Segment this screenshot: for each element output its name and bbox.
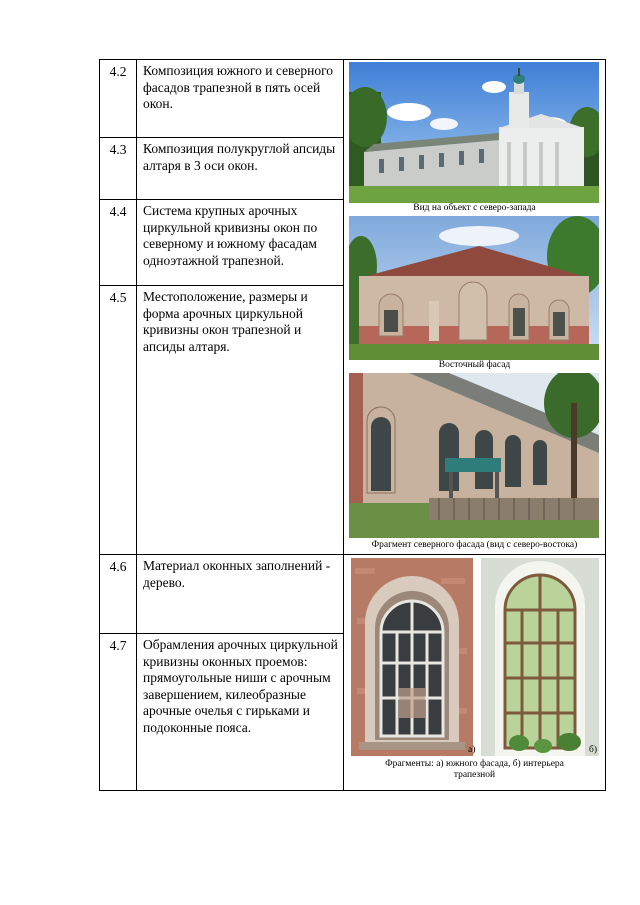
photo-cell-top: [344, 60, 606, 555]
row-number: 4.3: [100, 138, 137, 200]
caption-north-fragment: Фрагмент северного фасада (вид с северо-востока): [371, 540, 578, 550]
photo-cell-bottom: [344, 555, 606, 791]
label-b: б): [589, 745, 597, 755]
caption-fragments: Фрагменты: а) южного фасада, б) интерьера трапезной: [385, 759, 564, 780]
church-photo-northwest: [349, 62, 599, 203]
caption-east-facade: Восточный фасад: [438, 360, 511, 370]
row-number: 4.7: [100, 634, 137, 791]
window-photo-south-facade: [351, 558, 476, 756]
row-number: 4.5: [100, 286, 137, 555]
church-photo-north-fragment: [349, 373, 599, 538]
row-number: 4.4: [100, 200, 137, 286]
row-number: 4.6: [100, 555, 137, 634]
row-text: Материал оконных заполнений - дерево.: [137, 555, 344, 634]
row-text: Местоположение, размеры и форма арочных циркульной кривизны окон трапезной и апсиды алтаря.: [137, 286, 344, 555]
church-photo-east-facade: [349, 216, 599, 360]
row-text: Композиция полукруглой апсиды алтаря в 3 оси окон.: [137, 138, 344, 200]
row-text: Система крупных арочных циркульной кривизны окон по северному и южному фасадам одноэтажной трапезной.: [137, 200, 344, 286]
row-text: Обрамления арочных циркульной кривизны оконных проемов: прямоугольные ниши с арочным завершением, килеобразные арочные очелья с гирьками и подоконные пояса.: [137, 634, 344, 791]
label-a: а): [468, 745, 476, 755]
window-photo-interior: [481, 558, 599, 756]
row-number: 4.2: [100, 60, 137, 138]
caption-northwest: Вид на объект с северо-запада: [413, 203, 536, 213]
requirements-table: [99, 59, 606, 791]
row-text: Композиция южного и северного фасадов трапезной в пять осей окон.: [137, 60, 344, 138]
